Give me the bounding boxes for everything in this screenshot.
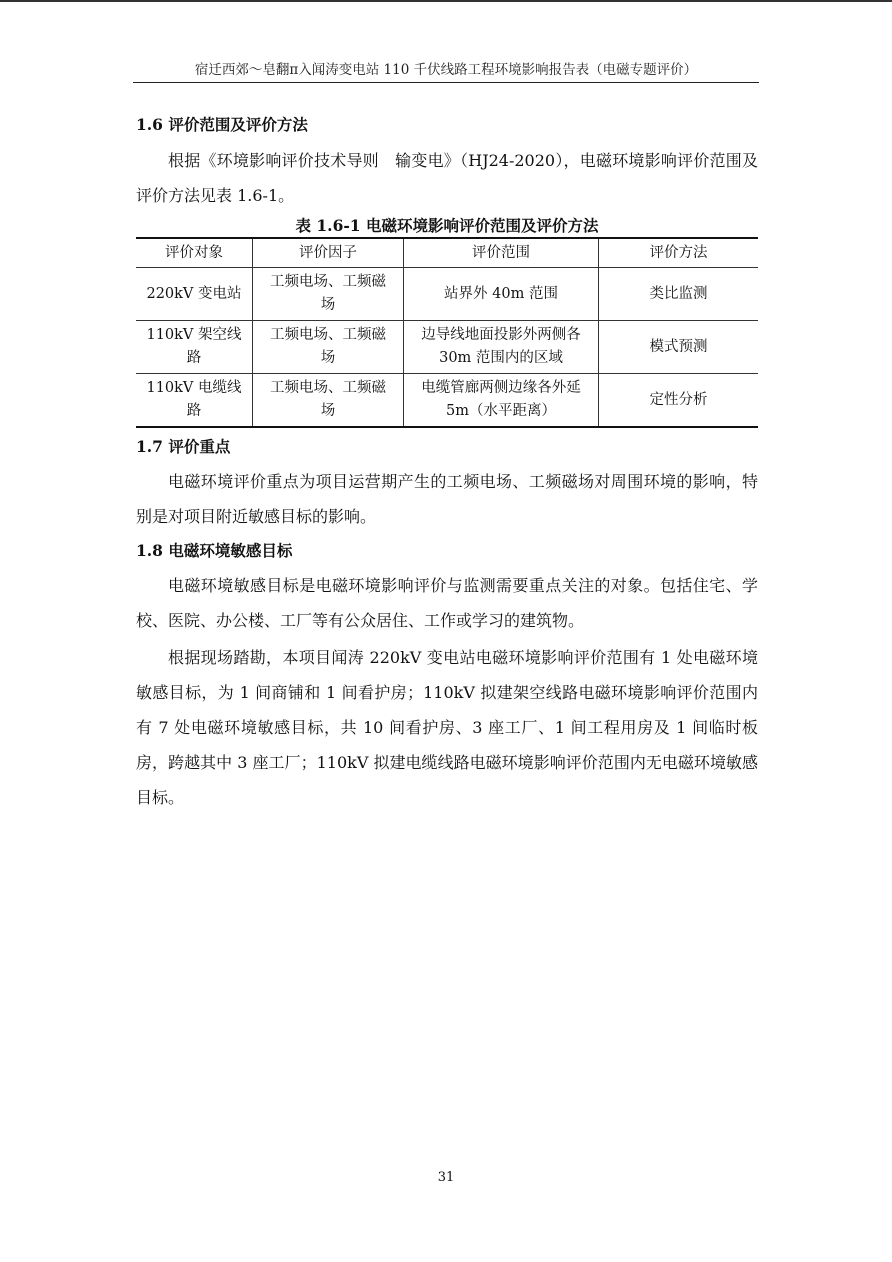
- table-cell: 工频电场、工频磁场: [253, 321, 404, 374]
- table-cell: 站界外 40m 范围: [404, 268, 599, 321]
- table-cell: 110kV 架空线路: [136, 321, 253, 374]
- table-cell: 工频电场、工频磁场: [253, 268, 404, 321]
- table-cell: 类比监测: [599, 268, 759, 321]
- table-row: [136, 321, 758, 374]
- evaluation-table: [136, 237, 758, 428]
- section-heading-1-7: 1.7 评价重点: [136, 437, 231, 456]
- section-1-8-paragraph-1: 电磁环境敏感目标是电磁环境影响评价与监测需要重点关注的对象。包括住宅、学校、医院、办公楼、工厂等有公众居住、工作或学习的建筑物。: [136, 576, 758, 630]
- table-header-cell: 评价因子: [253, 238, 404, 268]
- table-cell: 电缆管廊两侧边缘各外延 5m（水平距离）: [404, 374, 599, 428]
- page-number: 31: [437, 1170, 455, 1185]
- table-cell: 边导线地面投影外两侧各 30m 范围内的区域: [404, 321, 599, 374]
- table-cell: 110kV 电缆线路: [136, 374, 253, 428]
- table-cell: 模式预测: [599, 321, 759, 374]
- section-1-7-paragraph: 电磁环境评价重点为项目运营期产生的工频电场、工频磁场对周围环境的影响，特别是对项目附近敏感目标的影响。: [136, 472, 758, 526]
- table-row: [136, 374, 758, 428]
- page-top-border: [0, 0, 892, 2]
- section-heading-1-8: 1.8 电磁环境敏感目标: [136, 541, 293, 560]
- section-heading-1-6: 1.6 评价范围及评价方法: [136, 115, 308, 134]
- table-row: [136, 268, 758, 321]
- running-header: 宿迁西郊～皂翻π入闻涛变电站 110 千伏线路工程环境影响报告表（电磁专题评价）: [194, 62, 698, 78]
- table-header-row: [136, 238, 758, 268]
- table-cell: 定性分析: [599, 374, 759, 428]
- table-header-cell: 评价对象: [136, 238, 253, 268]
- table-caption: 表 1.6-1 电磁环境影响评价范围及评价方法: [295, 216, 599, 235]
- table-cell: 220kV 变电站: [136, 268, 253, 321]
- table-cell: 工频电场、工频磁场: [253, 374, 404, 428]
- header-rule: [133, 82, 759, 83]
- section-1-8-paragraph-2: 根据现场踏勘，本项目闻涛 220kV 变电站电磁环境影响评价范围有 1 处电磁环境敏感目标，为 1 间商铺和 1 间看护房；110kV 拟建架空线路电磁环境影响评价范围内有 7 处电磁环境敏感目标，共 10 间看护房、3 座工厂、1 间工程用房及 1 间临时板房，跨越其中 3 座工厂；110kV 拟建电缆线路电磁环境影响评价范围内无电磁环境敏感目标。: [136, 648, 758, 807]
- page-body: [136, 108, 758, 815]
- table-header-cell: 评价范围: [404, 238, 599, 268]
- table-header-cell: 评价方法: [599, 238, 759, 268]
- section-1-6-paragraph: 根据《环境影响评价技术导则 输变电》（HJ24-2020），电磁环境影响评价范围及评价方法见表 1.6-1。: [136, 151, 758, 205]
